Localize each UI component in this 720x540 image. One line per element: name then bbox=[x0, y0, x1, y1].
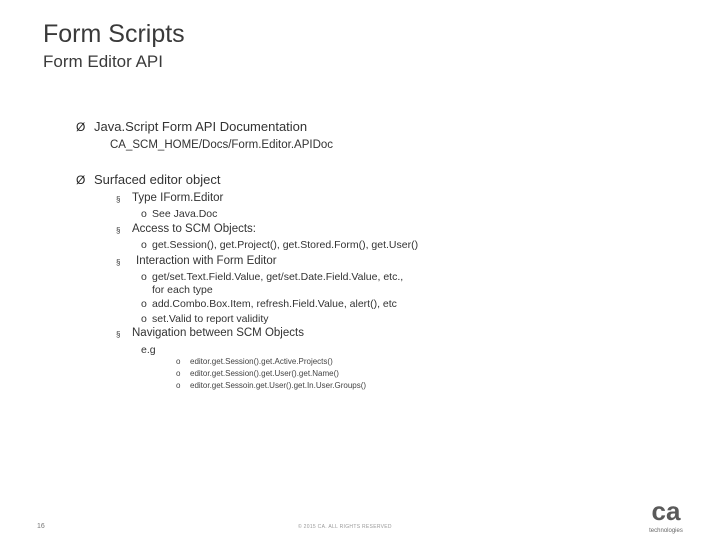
bullet-surfaced-editor bbox=[76, 172, 220, 187]
example-item: o editor.get.Session().get.Active.Projects() bbox=[176, 357, 333, 366]
example-item: o editor.get.Sessoin.get.User().get.In.User.Groups() bbox=[176, 381, 367, 390]
circle-bullet-icon: o bbox=[176, 369, 181, 378]
subitem-interaction: Interaction with Form Editor bbox=[136, 255, 277, 267]
slide-subtitle: Form Editor API bbox=[43, 52, 163, 71]
bullet-label: Java.Script Form API Documentation bbox=[94, 119, 308, 134]
square-bullet-icon: § bbox=[116, 258, 121, 267]
detail-item: o See Java.Doc bbox=[141, 208, 218, 220]
bullet-javascript-api-docs bbox=[76, 119, 307, 134]
subitem-type: Type IForm.Editor bbox=[132, 192, 224, 204]
circle-bullet-icon: o bbox=[176, 357, 181, 366]
circle-bullet-icon: o bbox=[176, 381, 181, 390]
docs-path: CA_SCM_HOME/Docs/Form.Editor.APIDoc bbox=[110, 139, 334, 151]
logo-mark: ca bbox=[651, 496, 681, 526]
detail-item: o get/set.Text.Field.Value, get/set.Date.Field.Value, etc., bbox=[141, 271, 404, 283]
example-note: e.g bbox=[141, 344, 156, 356]
square-bullet-icon: § bbox=[116, 226, 121, 235]
circle-bullet-icon: o bbox=[141, 271, 147, 283]
page-number: 16 bbox=[37, 523, 45, 530]
logo-subtext: technologies bbox=[649, 528, 683, 534]
circle-bullet-icon: o bbox=[141, 313, 147, 325]
arrow-bullet-icon: Ø bbox=[76, 120, 86, 134]
subitem-access: Access to SCM Objects: bbox=[132, 223, 256, 235]
square-bullet-icon: § bbox=[116, 195, 121, 204]
circle-bullet-icon: o bbox=[141, 298, 147, 310]
square-bullet-icon: § bbox=[116, 330, 121, 339]
circle-bullet-icon: o bbox=[141, 239, 147, 251]
arrow-bullet-icon: Ø bbox=[76, 173, 86, 187]
ca-technologies-logo bbox=[640, 496, 692, 536]
subitem-navigation: Navigation between SCM Objects bbox=[132, 327, 304, 339]
detail-item: o get.Session(), get.Project(), get.Stored.Form(), get.User() bbox=[141, 239, 419, 251]
bullet-label: Surfaced editor object bbox=[94, 172, 221, 187]
slide-title: Form Scripts bbox=[43, 20, 185, 48]
detail-item: o add.Combo.Box.Item, refresh.Field.Value, alert(), etc bbox=[141, 298, 397, 310]
copyright: © 2015 CA. ALL RIGHTS RESERVED bbox=[298, 524, 392, 530]
detail-item: o set.Valid to report validity bbox=[141, 313, 269, 325]
detail-continuation: for each type bbox=[152, 284, 213, 296]
example-item: o editor.get.Session().get.User().get.Name() bbox=[176, 369, 339, 378]
circle-bullet-icon: o bbox=[141, 208, 147, 220]
